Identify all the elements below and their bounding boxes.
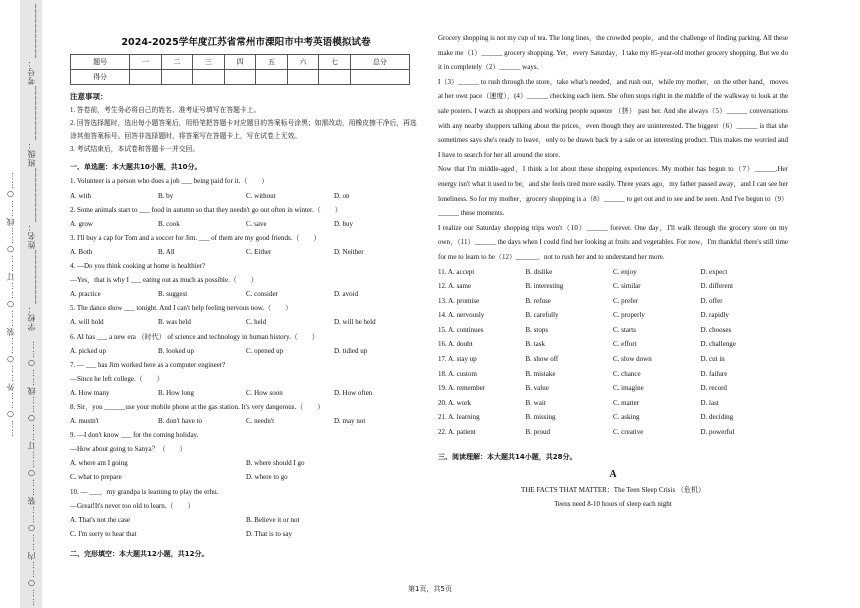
option: C. without [246,191,276,200]
question-stem-2: —Great!It's never too old to learn.（ ） [70,501,195,510]
option: C. I'm sorry to hear that [70,529,137,538]
option: C. creative [613,428,644,437]
option: D. may not [334,417,366,426]
option: D. cut in [700,355,725,364]
option: C. chance [613,369,641,378]
cloze-row [438,323,788,338]
cloze-row [438,308,788,323]
question-5 [70,301,422,329]
option: 17. A. stay up [438,355,477,364]
option: 18. A. custom [438,369,477,378]
option: B. value [525,384,549,393]
option: B. stops [525,325,549,334]
binding-strip-inner [20,0,42,608]
option: D. Neither [334,247,364,256]
cloze-row [438,294,788,309]
cloze-row [438,425,788,440]
cloze-row [438,337,788,352]
score-header: 题号 [71,55,130,70]
option: A. will hold [70,318,104,327]
score-header: 六 [287,55,319,70]
option: C. asking [613,413,640,422]
option: A. picked up [70,346,106,355]
question-3 [70,231,422,259]
question-7 [70,358,422,400]
question-6 [70,330,422,358]
option: D. How often [334,388,373,397]
cloze-row [438,381,788,396]
score-table-score-row [71,70,410,85]
section-3-title: 三、阅读理解：本大题共14小题，共28分。 [438,452,577,461]
binding-inner-text: ……○……内……○……装……○……订……○……线……○…… 学校：___________姓名：___________班级：___________考号：___________ [26,2,36,606]
note-item: 1. 答卷前，考生务必将自己的姓名、准考证号填写在答题卡上。 [70,107,261,115]
option: D. failure [700,369,728,378]
option: C. opened up [246,346,284,355]
question-stem: 8. Sir，you ______use your mobile phone at the gas station. It's very dangerous.（ ） [70,402,325,411]
option: C. needn't [246,417,275,426]
score-cell [161,70,193,85]
cloze-row [438,265,788,280]
question-stem: 3. I'll buy a cap for Tom and a soccer for Jim. ___ of them are my good friends.（ ） [70,233,321,242]
question-options [70,245,422,259]
option: B. mistake [525,369,556,378]
question-stem: 7. — ___ has Jim worked here as a computer engineer? [70,360,226,369]
question-options [70,287,422,301]
reading-subtitle: Teens need 8-10 hours of sleep each night [554,500,672,509]
question-stem-2: —How about going to Sanya？（ ） [70,445,187,454]
option: B. carefully [525,311,559,320]
option: D. on [334,191,350,200]
option: D. rapidly [700,311,729,320]
option: C. what to prepare [70,473,122,482]
question-stem: 2. Some animals start to ___ food in autumn so that they needn't go out often in winter.（ ） [70,205,342,214]
option: B. was held [158,318,191,327]
score-cell [287,70,319,85]
option: 15. A. continues [438,325,484,334]
option: A. mustn't [70,417,99,426]
binding-outer-text: ……○……外……○……装……○……订……○……线……○…… [5,171,15,437]
option: C. enjoy [613,267,637,276]
option: D. powerful [700,428,735,437]
option: C. imagine [613,384,644,393]
score-cell [130,70,162,85]
question-1 [70,174,422,202]
question-10 [70,485,422,541]
option: D. expect [700,267,728,276]
question-options [70,456,422,470]
question-options [70,527,422,541]
option: D. where to go [246,473,288,482]
option: B. looked up [158,346,194,355]
option: C. effort [613,340,637,349]
option: B. refuse [525,296,551,305]
cloze-row [438,352,788,367]
passage-paragraph: Now that I'm middle-aged，I think a lot about these shopping experiences. My mother has begun to（7）______.Her energy isn't what it used to be，and she feels tired more easily. Three years ago，my father passed away，and I can see her loneliness. So for my mother，grocery shopping is a（8）______ to get out and to see and be seen. And I've begun to（9）______ these moments. [438,165,788,218]
option: C. matter [613,398,640,407]
score-table [70,54,410,85]
binding-strip-outer [0,0,20,608]
note-item: 2. 回答选择题时，选出每小题答案后，用铅笔把答题卡对应题目的答案标号涂黑；如需改动，用橡皮擦干净后，再选涂其他答案标号。回答非选择题时，将答案写在答题卡上，写在试卷上无效。 [70,120,417,141]
option: B. by [158,191,174,200]
option: A. Both [70,247,93,256]
passage-paragraph: I（3）______ to rush through the store，take what's needed，and rush out，while my mother，on the other hand，moves at her own pace（速度），(4）______ checking each item. She often stops right in the middle of the walkway to look at the sale posters. I watch as shoppers and working people squeeze （挤） past her. And she always（5）______ conversations with any nearby shoppers talking about the prices，even though they are uninterested. The biggest（6）______ is that she sometimes says she's ready to leave，only to be drawn back by a sale or an interesting product. This makes me worried and I have to search for her all around the store. [438,77,788,159]
reading-title: THE FACTS THAT MATTER：The Teen Sleep Crisis （危机） [521,485,705,494]
option: D. chooses [700,325,732,334]
question-stem: 5. The dance show ___ tonight. And I can't help feeling nervous now.（ ） [70,304,293,313]
score-cell [193,70,225,85]
cloze-row [438,279,788,294]
option: C. slow down [613,355,652,364]
score-cell [224,70,256,85]
option: B. cook [158,219,180,228]
left-column [70,34,422,561]
score-header: 总分 [350,55,409,70]
option: 14. A. nervously [438,311,485,320]
option: B. where should I go [246,459,305,468]
question-2 [70,203,422,231]
question-8 [70,400,422,428]
option: 20. A. work [438,398,472,407]
option: D. challenge [700,340,736,349]
option: 11. A. accept [438,267,475,276]
passage-paragraph: I realize our Saturday shopping trips won't（10）______ forever. One day，I'll walk through the grocery store on my own，（11）______ the days when I could find her looking at fruits and vegetables. For now，I'm thankful there's still time for me to learn to be（12）______，not to rush her and to understand her more. [438,223,788,261]
question-options [70,470,422,484]
option: B. task [525,340,545,349]
question-stem: 9. —I don't know ___ for the coming holiday. [70,431,199,440]
cloze-row [438,410,788,425]
option: 13. A. promise [438,296,480,305]
section-2-title: 二、完形填空：本大题共12小题，共12分。 [70,549,209,558]
question-4 [70,259,422,301]
option: A. That's not the case [70,515,131,524]
score-header: 五 [256,55,288,70]
option: C. save [246,219,267,228]
option: B. suggest [158,290,188,299]
option: D. tidied up [334,346,368,355]
option: D. different [700,282,734,291]
question-9 [70,428,422,484]
option: D. offer [700,296,723,305]
question-options [70,217,422,231]
option: D. deciding [700,413,734,422]
option: C. prefer [613,296,638,305]
option: 12. A. same [438,282,472,291]
question-options [70,414,422,428]
option: 22. A. patient [438,428,476,437]
option: 16. A. doubt [438,340,473,349]
option: B. interesting [525,282,564,291]
page-footer: 第1页，共5页 [408,585,452,593]
score-header: 七 [319,55,351,70]
score-row-label: 得分 [71,70,130,85]
option: A. where am I going [70,459,128,468]
option: A. grow [70,219,93,228]
passage-paragraph: Grocery shopping is not my cup of tea. The long lines，the crowded people，and the challenge of finding parking. All these make me（1）______ grocery shopping. Yet，every Saturday，I take my 85-year-old mother grocery shopping. But we do it in completely（2）______ ways. [438,34,788,72]
score-header: 四 [224,55,256,70]
question-options [70,315,422,329]
score-header: 一 [130,55,162,70]
score-cell [350,70,409,85]
option: B. Believe it or not [246,515,300,524]
option: C. similar [613,282,641,291]
option: D. That is to say [246,529,292,538]
option: C. starts [613,325,636,334]
option: A. with [70,191,91,200]
question-options [70,513,422,527]
exam-title: 2024-2025学年度江苏省常州市溧阳市中考英语模拟试卷 [121,37,371,48]
option: 21. A. learning [438,413,480,422]
option: C. Either [246,247,272,256]
score-header: 三 [193,55,225,70]
score-table-header-row [71,55,410,70]
option: B. How long [158,388,194,397]
question-options [70,189,422,203]
question-options [70,344,422,358]
option: B. show off [525,355,559,364]
question-stem-2: —Yes，that is why I ___ eating out as much as possible.（ ） [70,276,258,285]
question-stem: 10. — ___，my grandpa is learning to play the erhu. [70,487,219,496]
right-column [438,31,788,512]
option: C. properly [613,311,645,320]
option: A. practice [70,290,101,299]
option: D. record [700,384,727,393]
score-cell [256,70,288,85]
score-cell [319,70,351,85]
option: D. last [700,398,719,407]
option: B. wait [525,398,546,407]
option: B. All [158,247,175,256]
cloze-options [438,265,788,440]
option: A. How many [70,388,110,397]
cloze-row [438,367,788,382]
cloze-row [438,396,788,411]
option: D. will be held [334,318,376,327]
question-stem: 6. AI has ___ a new era （时代） of science and technology in human history.（ ） [70,332,319,341]
question-stem: 1. Volunteer is a person who does a job ___ being paid for it.（ ） [70,177,269,186]
section-1-title: 一、单选题：本大题共10小题，共10分。 [70,163,202,172]
question-stem: 4. —Do you think cooking at home is healthier? [70,262,206,271]
option: 19. A. remember [438,384,486,393]
notes-title: 注意事项： [70,92,108,102]
option: C. How soon [246,388,283,397]
question-stem-2: —Since he left college.（ ） [70,374,164,383]
option: B. proud [525,428,550,437]
note-item: 3. 考试结束后，本试卷和答题卡一并交回。 [70,146,200,154]
score-header: 二 [161,55,193,70]
question-options [70,386,422,400]
option: D. avoid [334,290,359,299]
option: B. don't have to [158,417,203,426]
option: B. dislike [525,267,553,276]
reading-passage-letter: A [609,469,617,481]
option: D. buy [334,219,354,228]
option: C. consider [246,290,278,299]
option: C. held [246,318,267,327]
option: B. missing [525,413,556,422]
